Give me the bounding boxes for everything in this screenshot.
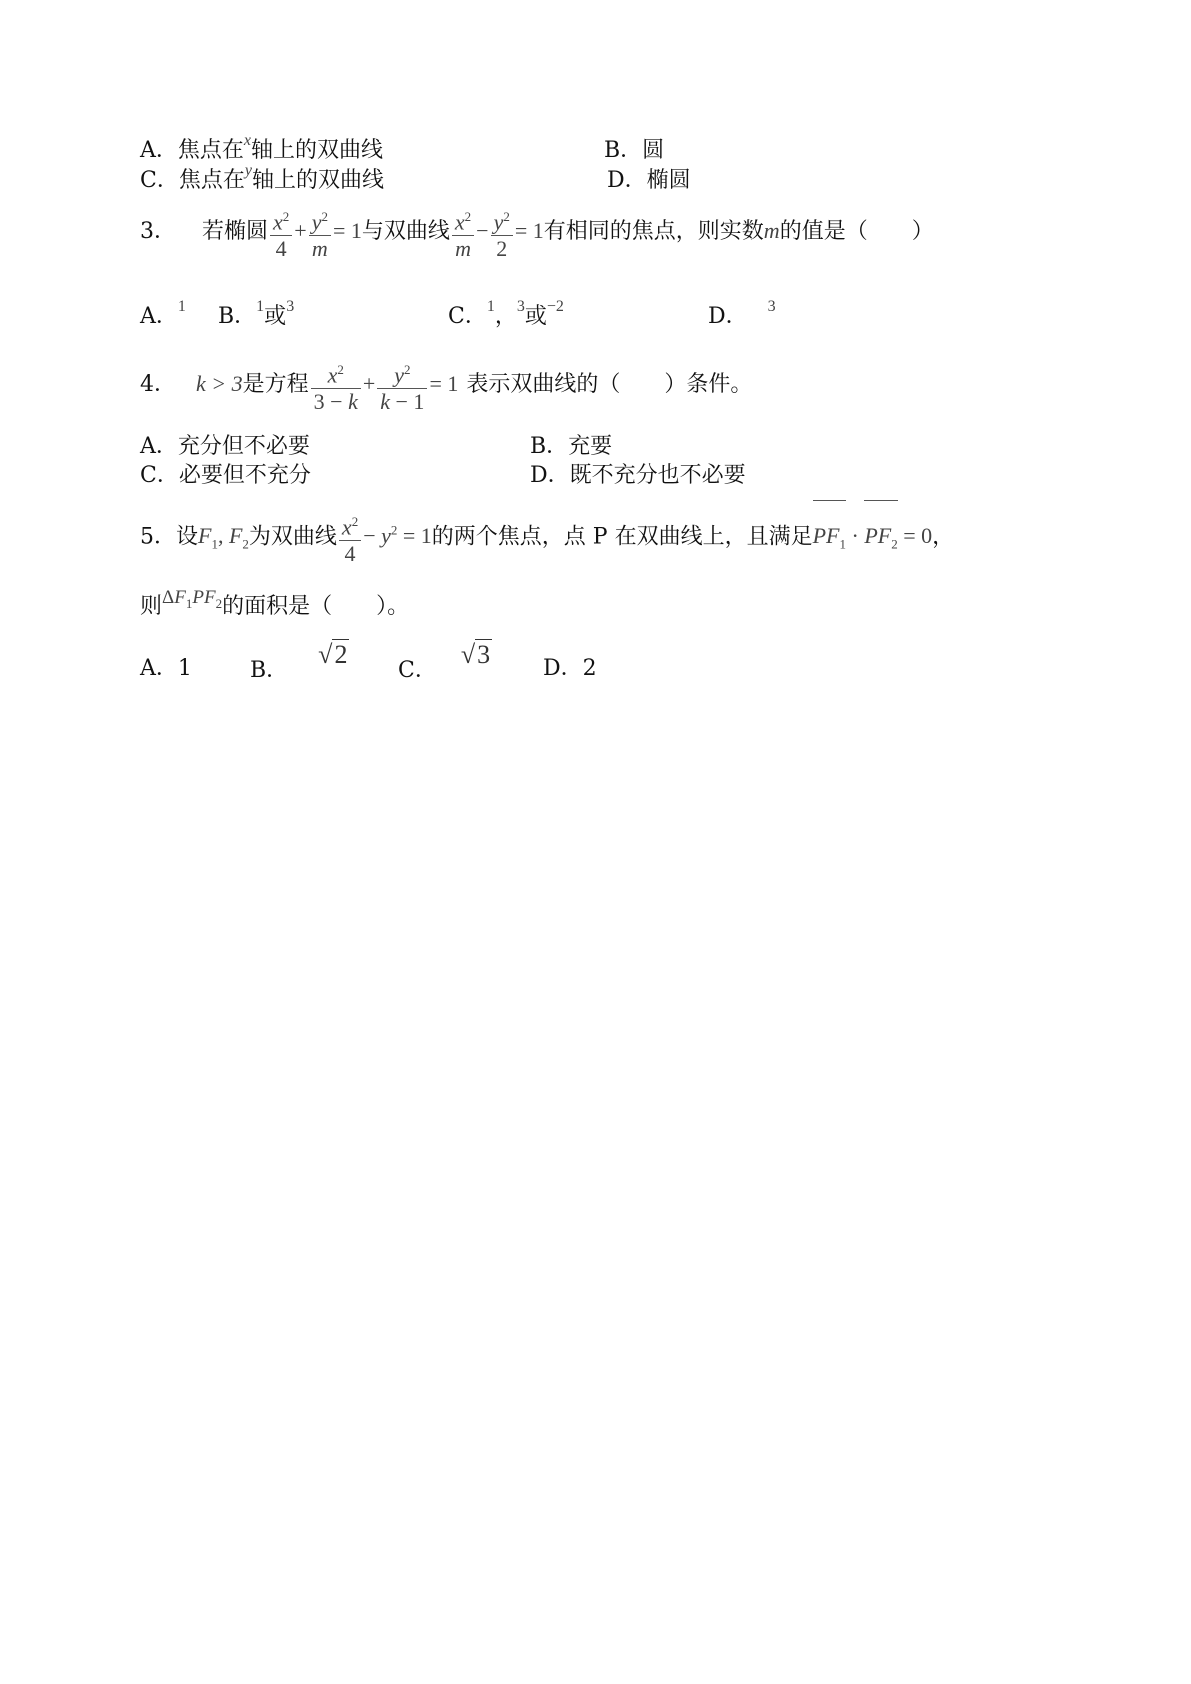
q2-option-c: C．焦点在$^y$轴上的双曲线 <box>140 162 384 193</box>
q4-option-a: A．充分但不必要 <box>140 434 310 459</box>
q5-option-a: A．1 <box>140 656 192 681</box>
curve-equation: $\frac{x^2}{3 - k}$ + $\frac{y^2}{k - 1}$ = 1 <box>309 371 459 396</box>
var-y: y <box>244 162 252 179</box>
q5-option-d: D．2 <box>543 656 597 681</box>
q4-option-c: C．必要但不充分 <box>140 463 311 488</box>
q3-options <box>140 298 186 334</box>
q2-option-a: A．焦点在$^x$轴上的双曲线 <box>140 132 384 163</box>
q5-option-c: C．√3 <box>398 640 491 683</box>
q5-stem: 5．设$F_1$, $F_2$为双曲线 $\frac{x^2}{4}$ − $y^2 = 1$的两个焦点，点 P 在双曲线上，且满足$PF_1 \cdot PF_2 = 0$， <box>140 496 954 580</box>
hyperbola-equation: $\frac{x^2}{m}$ − $\frac{y^2}{2}$ = 1 <box>450 218 544 243</box>
q2-option-b: B．圆 <box>604 138 665 163</box>
q5-stem-2: 则$\Delta F_1PF_2$的面积是（ ）。 <box>140 587 410 619</box>
q3-option-b: B．$^1$或$^3$ <box>218 298 295 329</box>
q5-option-b: B．√2 <box>250 640 348 683</box>
dot-product-condition: $PF_1 \cdot PF_2 = 0$ <box>813 523 933 548</box>
q3-option-d: D． $^3$ <box>708 298 776 329</box>
var-m: m <box>763 218 780 243</box>
sqrt-3: √3 <box>460 640 491 669</box>
triangle-f1pf2: $\Delta F_1PF_2$ <box>162 587 223 611</box>
hyperbola-equation-q5: $\frac{x^2}{4}$ − $y^2 = 1$ <box>337 523 432 548</box>
q3-option-c: C．$^1$，$^3$或$^{-2}$ <box>448 298 564 329</box>
condition-k: k > 3 <box>196 371 243 396</box>
q2-option-d: D．椭圆 <box>607 168 691 193</box>
var-x: x <box>243 132 251 149</box>
q3-option-a: A．$^1$ <box>140 298 186 329</box>
sqrt-2: √2 <box>318 640 348 669</box>
foci-f1-f2: $F_1$, $F_2$ <box>198 523 249 552</box>
ellipse-equation: $\frac{x^2}{4}$ + $\frac{y^2}{m}$ = 1 <box>268 218 362 243</box>
q4-option-d: D．既不充分也不必要 <box>530 463 746 488</box>
q4-option-b: B．充要 <box>530 434 613 459</box>
q3-stem: 3． 若椭圆 $\frac{x^2}{4}$ + $\frac{y^2}{m}$ = 1与双曲线 $\frac{x^2}{m}$ − $\frac{y^2}{2}$ = 1有相同的焦点，则实数m的值是（ ） <box>140 208 934 262</box>
q4-stem: 4． k > 3是方程 $\frac{x^2}{3 - k}$ + $\frac{y^2}{k - 1}$ = 1 表示双曲线的（ ）条件。 <box>140 361 753 415</box>
